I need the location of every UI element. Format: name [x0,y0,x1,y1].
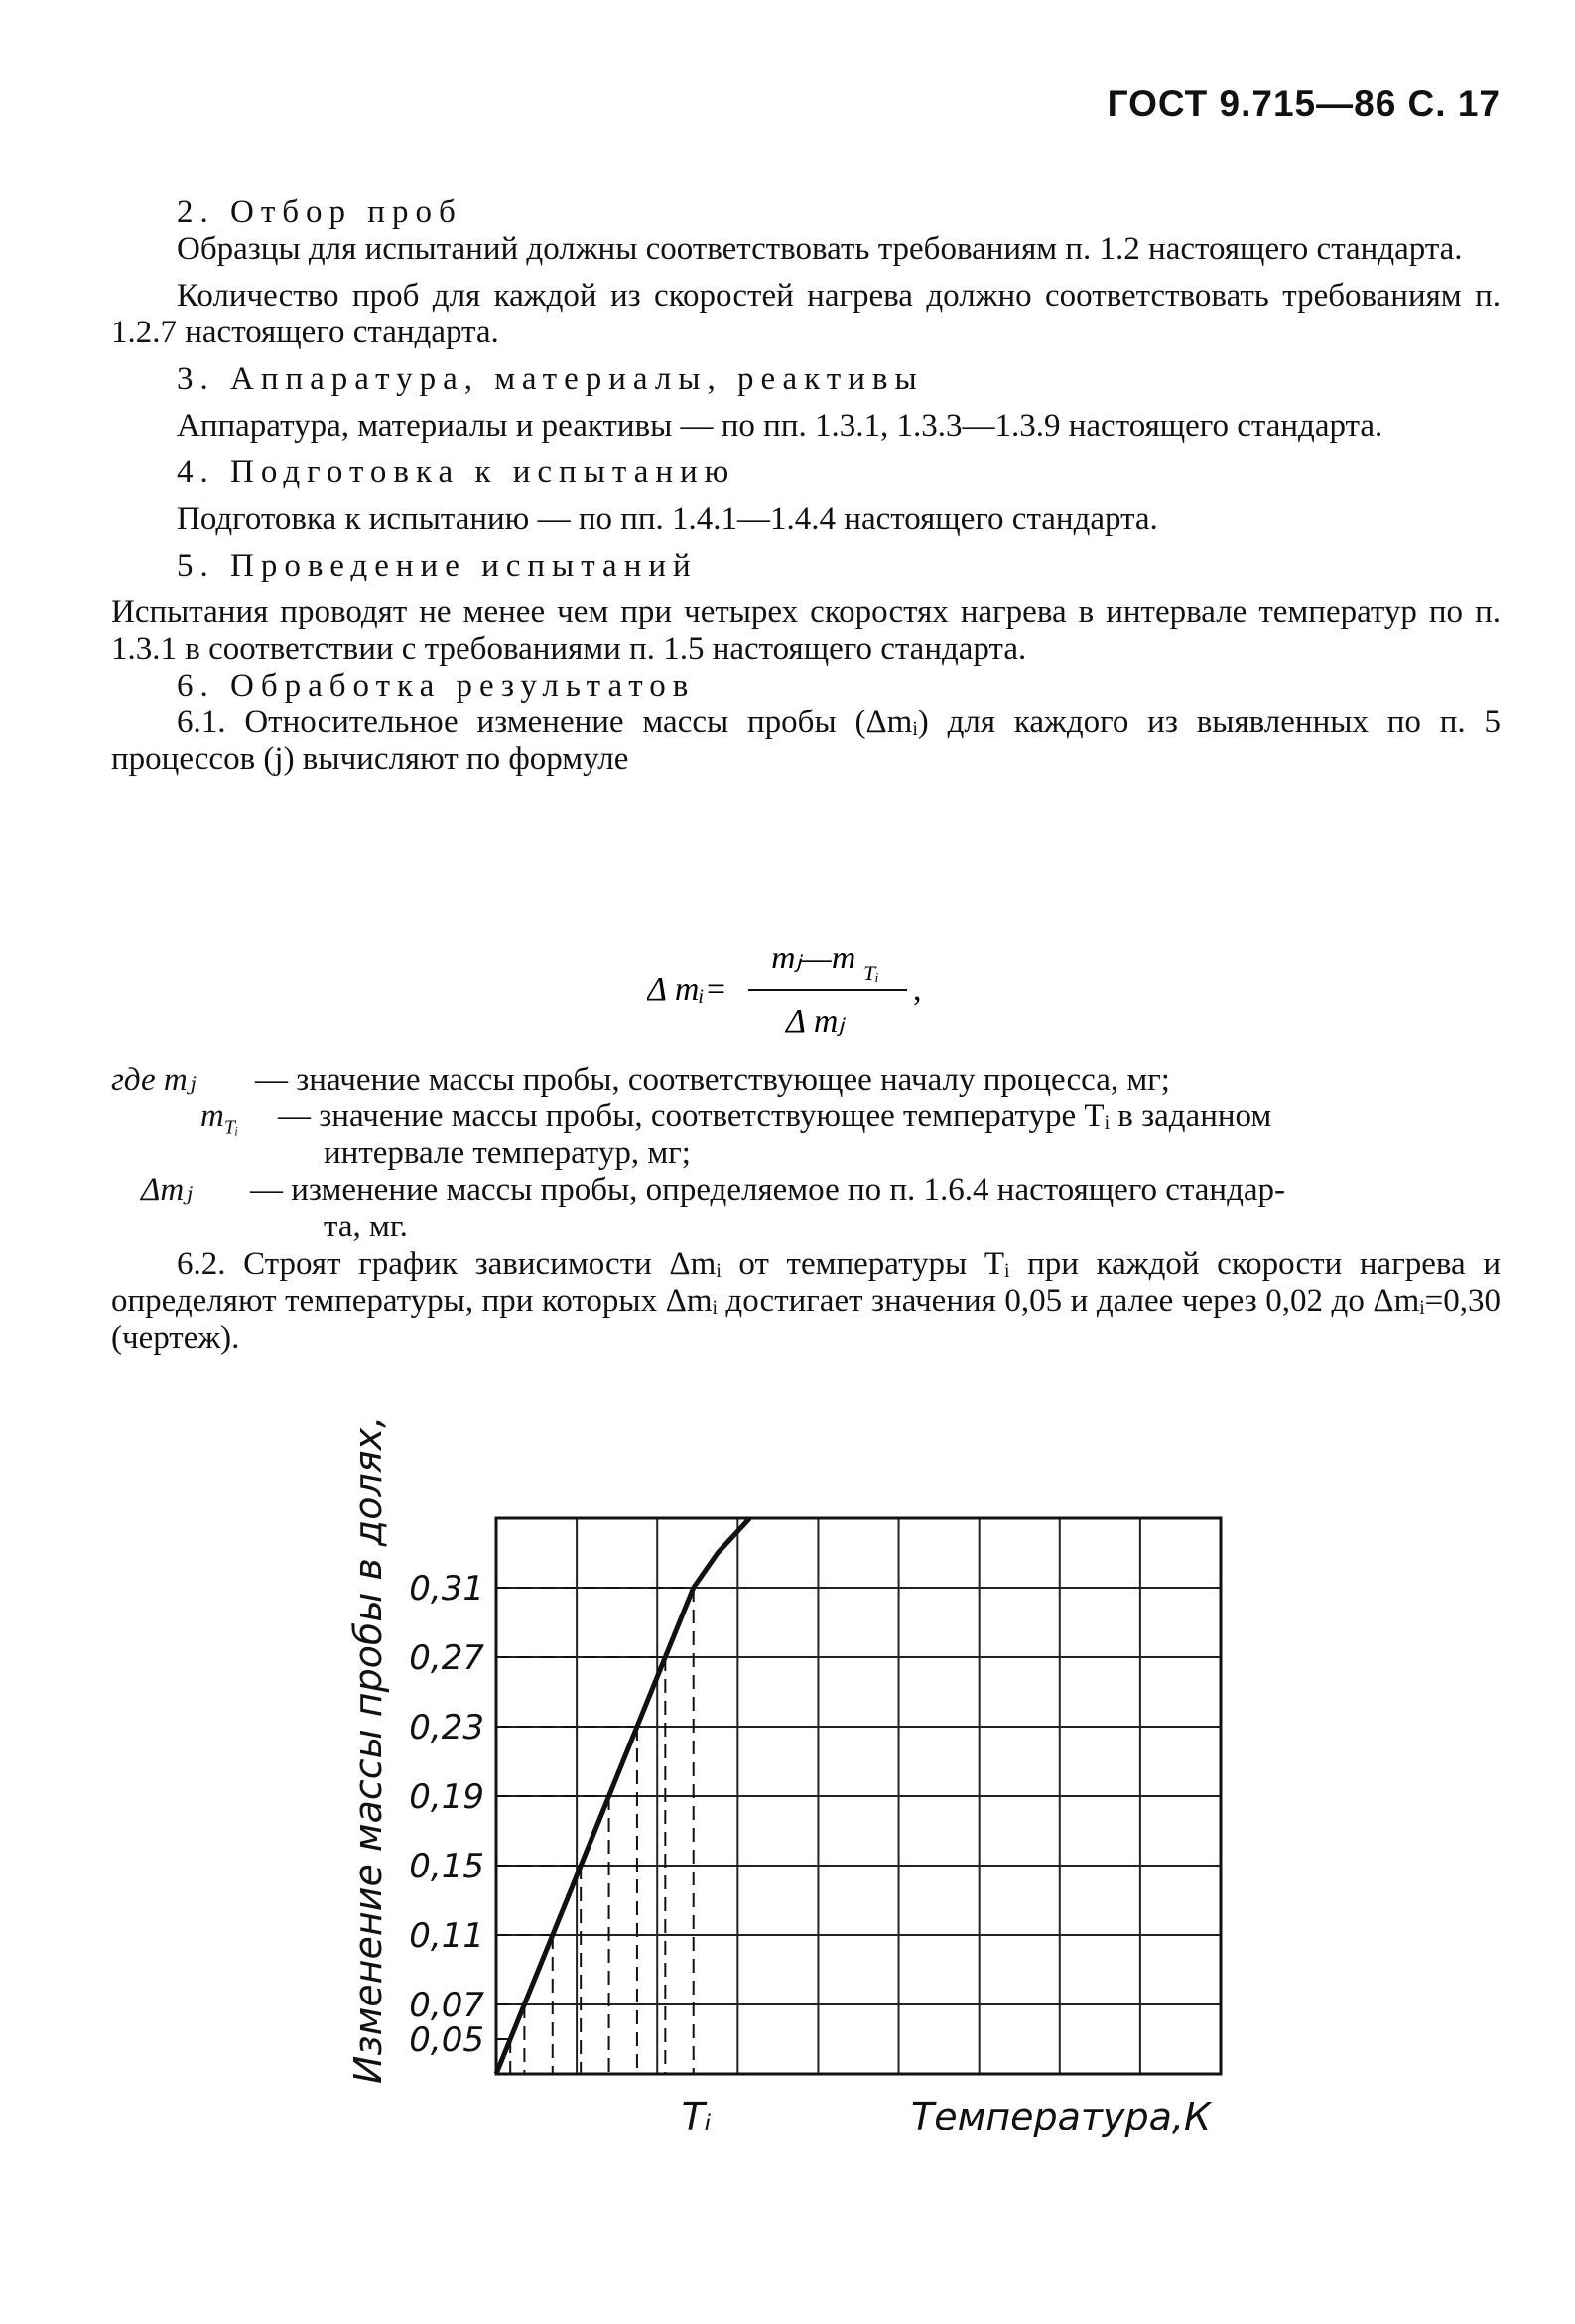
section-5-paragraph-1: Испытания проводят не менее чем при четырех скоростях нагрева в интервале температур по п. 1.3.1 в соответствии с требованиями п. 1.5 настоящего стандарта. [111,594,1501,667]
legend-row-2-sym-sub: Tᵢ [223,1116,239,1139]
section-5-title: 5. Проведение испытаний [177,548,698,583]
formula-numerator: mⱼ—m [771,940,856,976]
x-axis-label: Температура,К [911,2095,1211,2138]
legend-row-3-text: — изменение массы пробы, определяемое по п. 1.6.4 настоящего стандар- [250,1172,1285,1208]
y-tick-label: 0,05 [409,2020,484,2060]
legend-row-3-continued [111,1209,1501,1245]
legend-row-2-cont-text: интервале температур, мг; [324,1135,691,1171]
section-2-paragraph-2: Количество проб для каждой из скоростей нагрева должно соответствовать требованиям п. 1.2.7 настоящего стандарта. [111,278,1501,350]
y-tick-label: 0,07 [409,1986,484,2025]
chart-svg [328,1419,1280,2213]
legend-row-2-text: — значение массы пробы, соответствующее температуре Tᵢ в заданном [278,1098,1272,1134]
section-2 [111,194,1501,778]
formula-svg [647,929,945,1048]
section-2-paragraph-1: Образцы для испытаний должны соответствовать требованиям п. 1.2 настоящего стандарта. [177,231,1463,267]
section-6-1-paragraph: 6.1. Относительное изменение массы пробы (Δmᵢ) для каждого из выявленных по п. 5 процессов (j) вычисляют по формуле [111,705,1501,777]
legend-row-2-sym-main: m [200,1098,224,1134]
formula-numerator-sub: Tᵢ [863,961,879,985]
y-axis-label: Изменение массы пробы в долях,Δmᵢ [346,1419,390,2084]
section-4-paragraph-1: Подготовка к испытанию — по пп. 1.4.1—1.4.4 настоящего стандарта. [177,501,1158,537]
chart-mass-change-vs-temperature [328,1419,1280,2213]
section-6-2-paragraph: 6.2. Строят график зависимости Δmᵢ от температуры Tᵢ при каждой скорости нагрева и определяют температуры, при которых Δmᵢ достигает значения 0,05 и далее через 0,02 до Δmᵢ=0,30 (чертеж). [111,1246,1501,1356]
section-3-title: 3. Аппаратура, материалы, реактивы [177,361,924,397]
page-header: ГОСТ 9.715—86 С. 17 [1107,83,1501,124]
section-3-paragraph-1: Аппаратура, материалы и реактивы — по пп. 1.3.1, 1.3.3—1.3.9 настоящего стандарта. [177,408,1383,444]
y-tick-label: 0,23 [409,1708,484,1747]
legend-row-3-cont-text: та, мг. [324,1209,408,1244]
formula-legend [111,1062,1501,1245]
section-2-title: 2. Отбор проб [177,194,462,230]
x-marker-label: Tᵢ [681,2095,712,2138]
legend-row-1-symbol: где mⱼ [111,1062,197,1097]
legend-row-2 [111,1098,1501,1139]
legend-row-1 [111,1062,1501,1098]
y-tick-label: 0,27 [409,1638,484,1678]
section-6-2 [111,1246,1501,1356]
legend-row-1-text: — значение массы пробы, соответствующее началу процесса, мг; [255,1062,1170,1097]
legend-row-2-continued [111,1135,1501,1172]
formula-lhs: Δ mᵢ= [647,971,727,1008]
legend-row-3-symbol: Δmⱼ [141,1172,193,1208]
y-tick-label: 0,15 [409,1847,484,1886]
section-4-title: 4. Подготовка к испытанию [177,454,736,490]
formula-delta-m [647,929,945,1048]
legend-row-3 [111,1172,1501,1209]
formula-denominator: Δ mⱼ [786,1003,845,1040]
y-tick-label: 0,19 [409,1777,484,1817]
formula-tail: , [913,971,922,1008]
section-6-title: 6. Обработка результатов [177,668,696,704]
y-tick-label: 0,31 [409,1569,484,1609]
y-tick-label: 0,11 [409,1916,484,1956]
